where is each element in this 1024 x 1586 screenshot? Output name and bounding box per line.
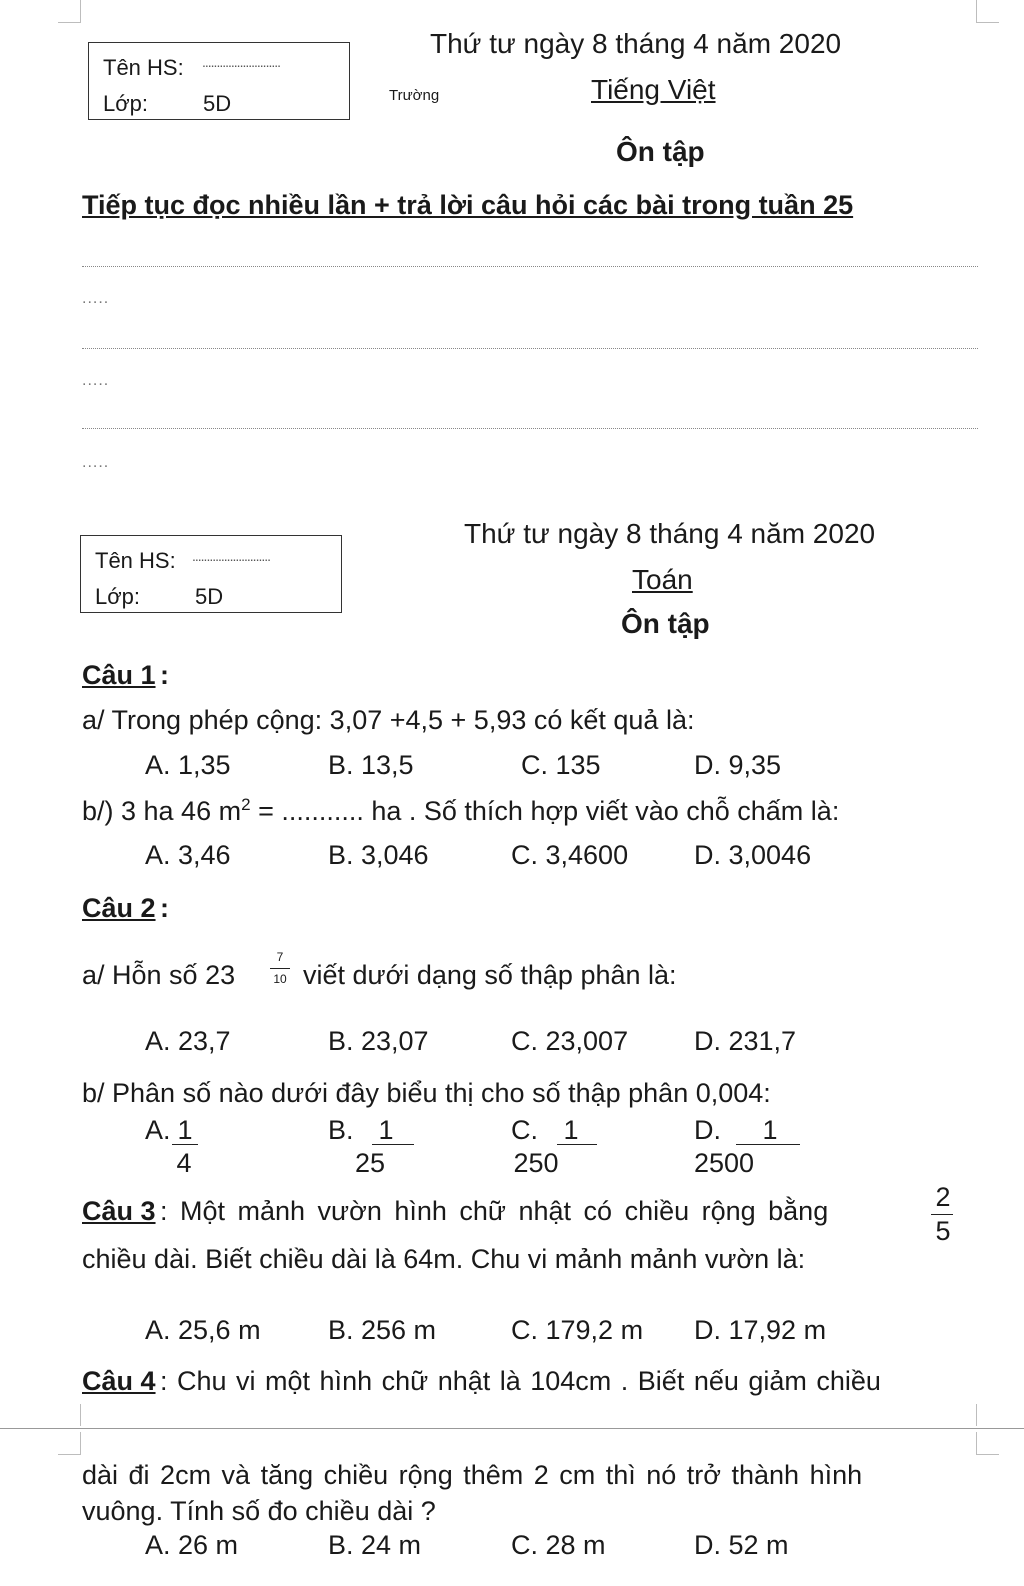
q3-option-b: B. 256 m [328, 1315, 437, 1345]
page-break [0, 1428, 1024, 1429]
class-value-2: 5D [195, 584, 224, 609]
date-2: Thứ tư ngày 8 tháng 4 năm 2020 [464, 518, 876, 549]
q4-line1: : Chu vi một hình chữ nhật là 104cm . Biết nếu giảm chiều [160, 1366, 881, 1396]
q1b-option-a: A. 3,46 [145, 840, 231, 870]
q1a-text: a/ Trong phép cộng: 3,07 +4,5 + 5,93 có kết quả là: [82, 705, 695, 735]
name-label: Tên HS: [103, 55, 184, 80]
q2b-option-d-den: 2500 [693, 1148, 755, 1178]
page-corner-top-left [58, 0, 81, 23]
q3-line1: : Một mảnh vườn hình chữ nhật có chiều rộng bằng [160, 1196, 829, 1226]
next-page-corner-top-right [976, 1432, 999, 1455]
heading-2: Ôn tập [621, 608, 710, 639]
name-dots: ........................... [202, 54, 281, 70]
q1b-option-b: B. 3,046 [328, 840, 429, 870]
answer-line-1 [82, 266, 978, 267]
q4-label: Câu 4 [82, 1366, 156, 1396]
q1b-option-c: C. 3,4600 [511, 840, 629, 870]
q2-label: Câu 2 [82, 893, 156, 923]
q1a-option-b: B. 13,5 [328, 750, 414, 780]
q2b-option-a-num: 1 [177, 1115, 193, 1145]
q3-frac-num: 2 [935, 1182, 951, 1212]
q3-frac-den: 5 [935, 1216, 951, 1246]
q1b-sup: 2 [241, 795, 251, 814]
q1b-suffix: = ........... ha . Số thích hợp viết vào chỗ chấm là: [250, 796, 840, 826]
answer-line-2 [82, 348, 978, 349]
page-corner-bottom-right [976, 1404, 999, 1426]
answer-dots-3: ..... [82, 454, 110, 471]
q2a-option-b: B. 23,07 [328, 1026, 429, 1056]
q2b-text: b/ Phân số nào dưới đây biểu thị cho số thập phân 0,004: [82, 1078, 771, 1108]
q3-line2: chiều dài. Biết chiều dài là 64m. Chu vi mảnh mảnh vườn là: [82, 1244, 806, 1274]
q1b-text [82, 795, 839, 827]
q2b-option-d-letter: D. [694, 1115, 721, 1145]
q1b-prefix: b/) 3 ha 46 m [82, 796, 242, 826]
q2b-option-b-line [372, 1144, 414, 1145]
q2-colon: : [160, 893, 169, 923]
q4-option-c: C. 28 m [511, 1530, 606, 1560]
q3-option-d: D. 17,92 m [694, 1315, 827, 1345]
answer-line-3 [82, 428, 978, 429]
q1-colon: : [160, 660, 169, 690]
name-dots-2: ........................... [192, 548, 271, 564]
q2a-option-d: D. 231,7 [694, 1026, 797, 1056]
q1-label: Câu 1 [82, 660, 156, 690]
school-label: Trường [389, 87, 440, 104]
class-label: Lớp: [103, 91, 149, 116]
q2a-frac-line [270, 968, 290, 969]
date: Thứ tư ngày 8 tháng 4 năm 2020 [430, 28, 842, 59]
page-corner-bottom-left [58, 1404, 81, 1426]
q3-label: Câu 3 [82, 1196, 156, 1226]
q1a-option-c: C. 135 [521, 750, 601, 780]
q2b-option-b-letter: B. [328, 1115, 354, 1145]
q2b-option-c-den: 250 [513, 1148, 559, 1178]
q2a-frac-den: 10 [273, 972, 287, 986]
q2a-prefix: a/ Hỗn số 23 [82, 960, 236, 990]
q2a-suffix: viết dưới dạng số thập phân là: [303, 960, 677, 990]
q2b-option-d-num: 1 [762, 1115, 778, 1145]
q4-line2: dài đi 2cm và tăng chiều rộng thêm 2 cm thì nó trở thành hình [82, 1460, 863, 1490]
q4-option-a: A. 26 m [145, 1530, 239, 1560]
q2a-option-c: C. 23,007 [511, 1026, 629, 1056]
answer-dots-1: ..... [82, 290, 110, 307]
subject-2: Toán [632, 564, 693, 595]
q1b-option-d: D. 3,0046 [694, 840, 812, 870]
answer-dots-2: ..... [82, 372, 110, 389]
q3-option-a: A. 25,6 m [145, 1315, 261, 1345]
q2b-option-d-line [736, 1144, 800, 1145]
q4-line3: vuông. Tính số đo chiều dài ? [82, 1496, 436, 1526]
class-label-2: Lớp: [95, 584, 141, 609]
q2b-option-c-letter: C. [511, 1115, 538, 1145]
q2b-option-a-letter: A. [145, 1115, 171, 1145]
q3-option-c: C. 179,2 m [511, 1315, 644, 1345]
q2a-frac-num: 7 [276, 950, 284, 964]
heading: Ôn tập [616, 136, 705, 167]
q4-option-d: D. 52 m [694, 1530, 789, 1560]
q1a-option-a: A. 1,35 [145, 750, 231, 780]
q2b-option-b-den: 25 [354, 1148, 386, 1178]
q3-frac-line [931, 1214, 953, 1215]
subject: Tiếng Việt [591, 74, 716, 105]
q2b-option-b-num: 1 [378, 1115, 394, 1145]
q2b-option-c-line [557, 1144, 597, 1145]
q2a-option-a: A. 23,7 [145, 1026, 231, 1056]
name-label-2: Tên HS: [95, 548, 176, 573]
instruction: Tiếp tục đọc nhiều lần + trả lời câu hỏi các bài trong tuần 25 [82, 190, 854, 220]
q2b-option-a-line [172, 1144, 198, 1145]
class-value: 5D [203, 91, 232, 116]
page-corner-top-right [976, 0, 999, 23]
q1a-option-d: D. 9,35 [694, 750, 782, 780]
q2b-option-c-num: 1 [563, 1115, 579, 1145]
next-page-corner-top-left [58, 1432, 81, 1455]
q4-option-b: B. 24 m [328, 1530, 422, 1560]
q2b-option-a-den: 4 [176, 1148, 192, 1178]
